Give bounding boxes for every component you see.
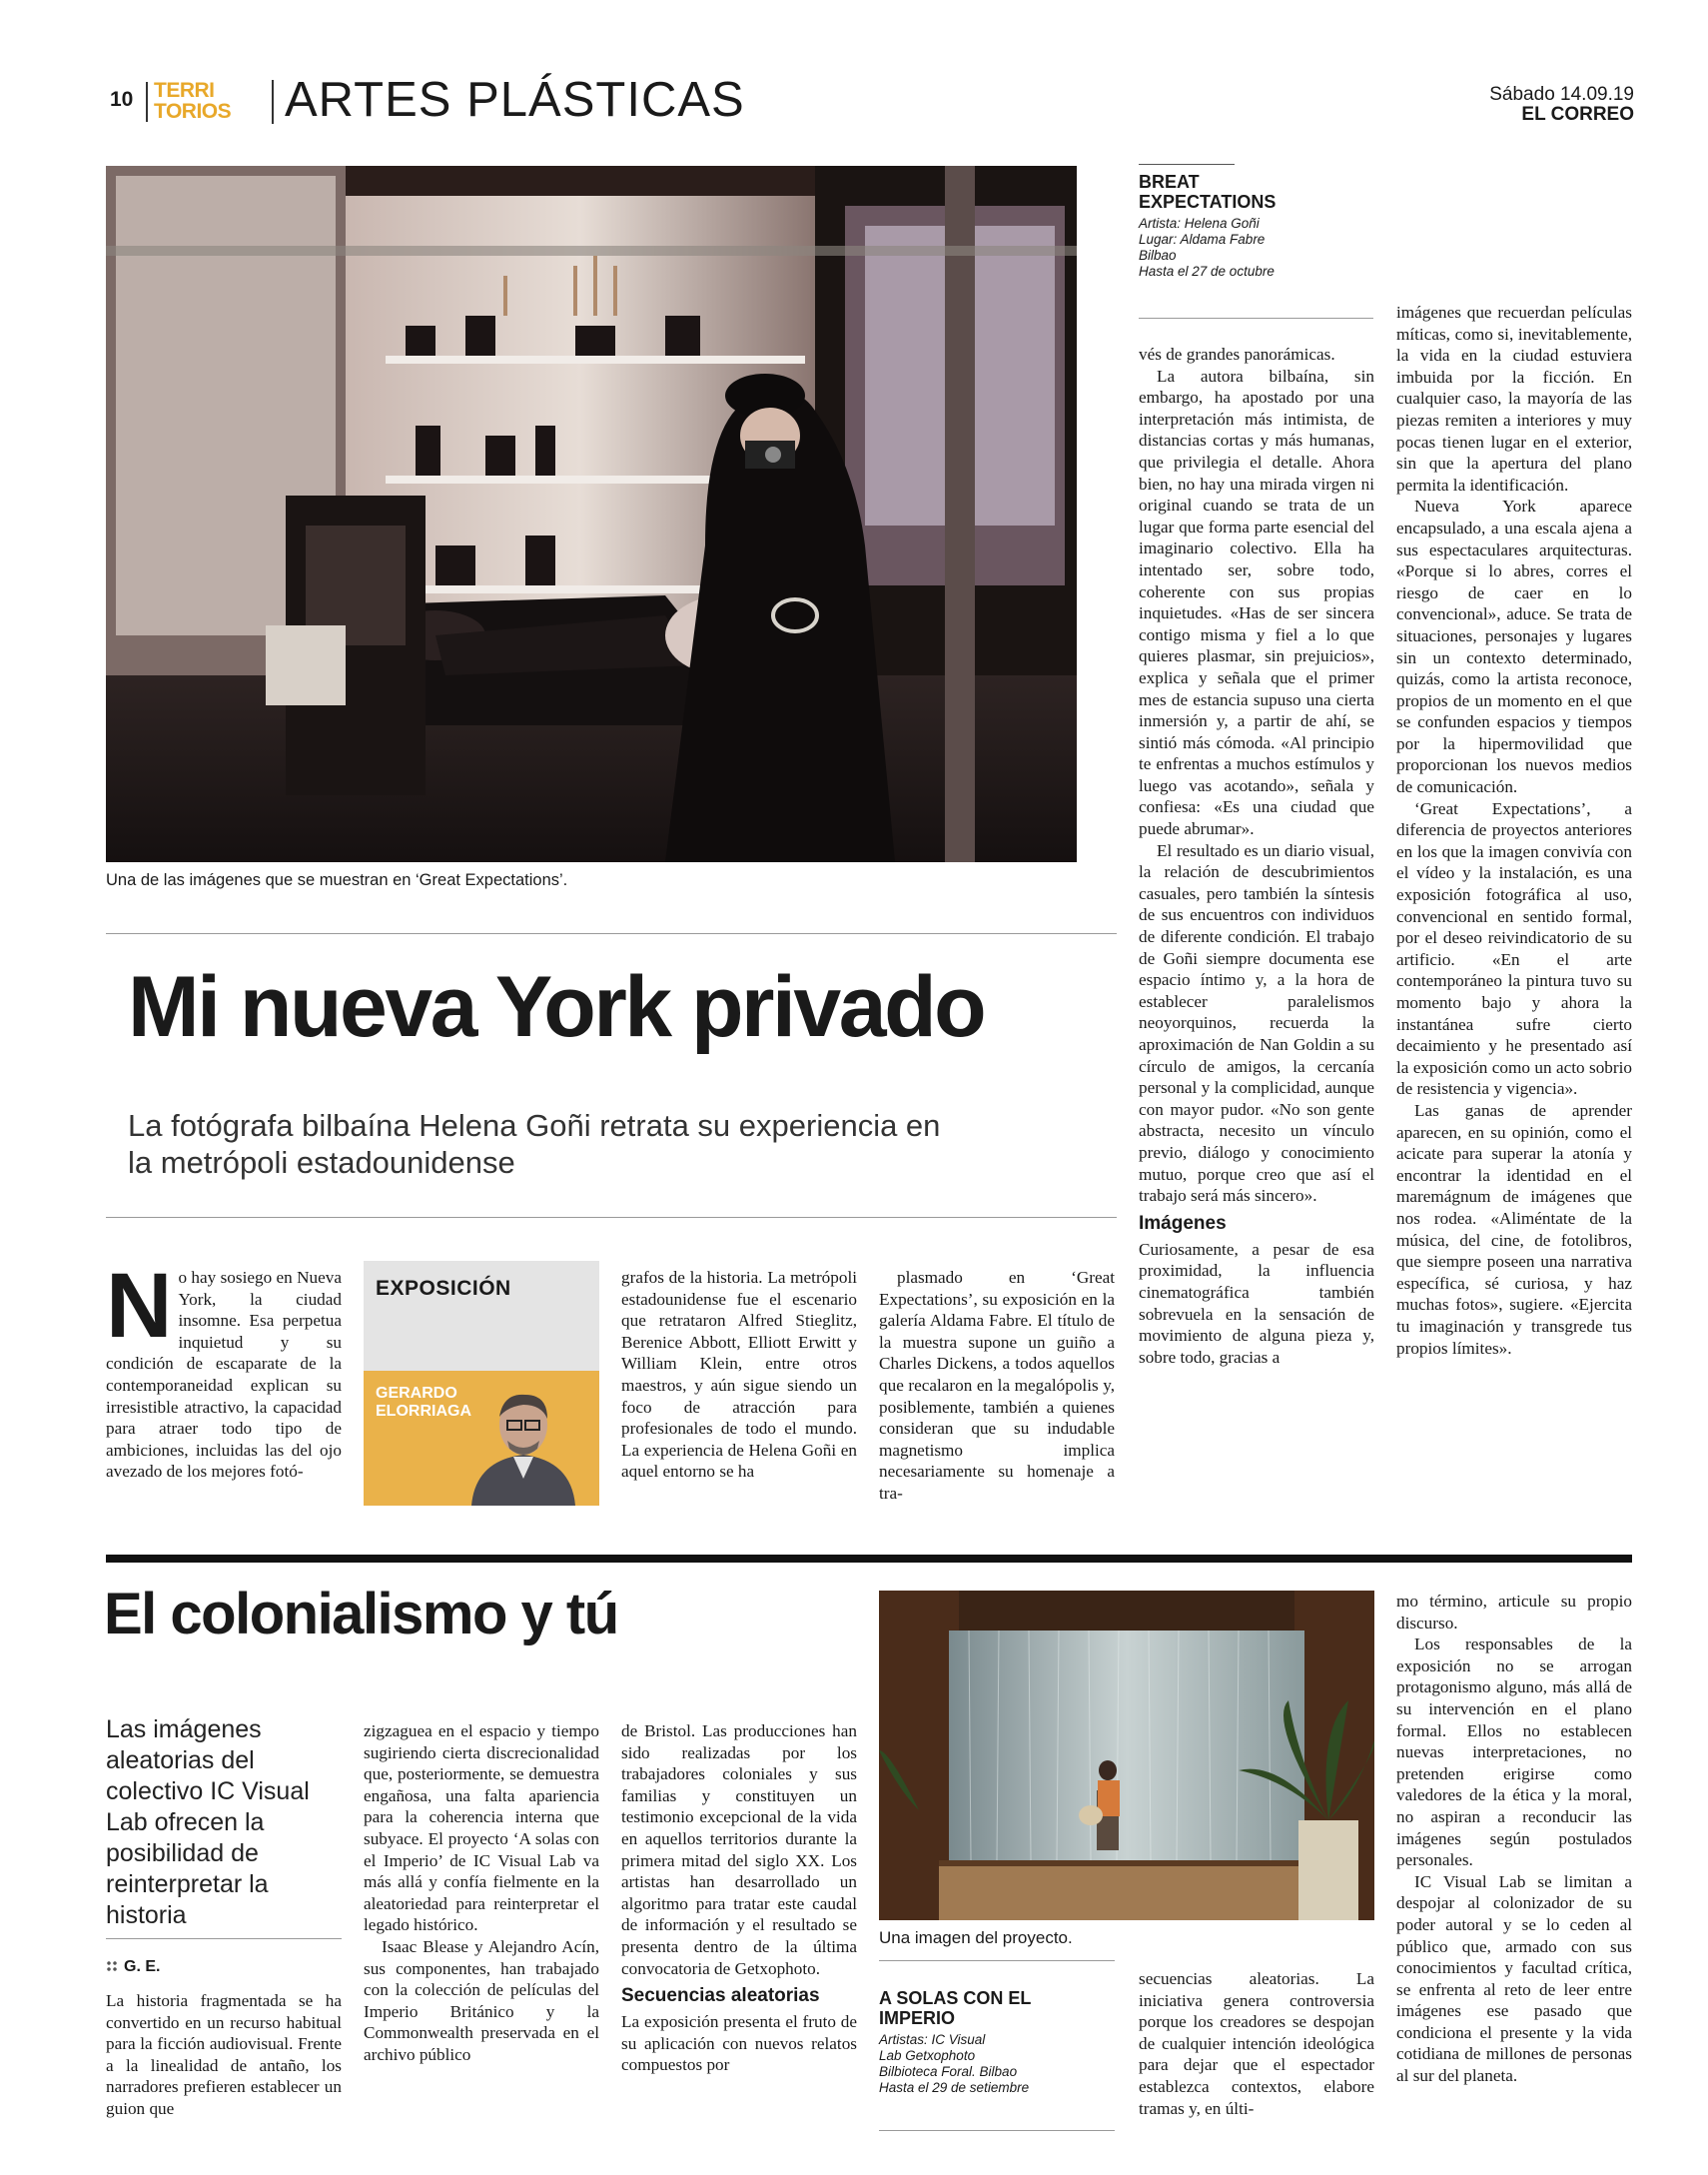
factbox-exhibition-info — [1139, 172, 1373, 280]
section-tag-line1: TERRI — [154, 79, 215, 102]
article2-subheadline: Las imágenes aleatorias del colectivo IC Visual Lab ofrecen la posibilidad de reinterpretar la historia — [106, 1715, 310, 1929]
article1-col6-p4: Las ganas de aprender aparecen, en su opinión, como el acicate para superar la atonía y encontrar la identidad en el maremágnum de imágenes que nos rodea. «Aliméntate de la música, del cine, de fotolibros, que siempre poseen una narrativa específica, sé curiosa, y haz muchas fotos», sugiere. «Ejercita tu imaginación y transgrede tus propios límites». — [1396, 1100, 1632, 1358]
factbox2-top-rule — [879, 1960, 1115, 1961]
factbox2-title: A SOLAS CON EL IMPERIO — [879, 1988, 1032, 2028]
factbox-place: Lugar: Aldama Fabre — [1139, 232, 1266, 247]
factbox2-bottom-rule — [879, 2130, 1115, 2131]
factbox2-place: Bilbioteca Foral. Bilbao — [879, 2064, 1018, 2079]
article2-top-bar — [106, 1555, 1632, 1563]
factbox2-artists: Artistas: IC Visual — [879, 2032, 986, 2047]
issue-date: Sábado 14.09.19 — [1489, 84, 1634, 105]
article1-col4-text: plasmado en ‘Great Expectations’, su exposición en la galería Aldama Fabre. El título de la muestra supone un guiño a Charles Dickens, a todos aquellos que recalaron en la megalópolis y, posiblemente, también a quienes consideran que su indudable magnetismo implica necesariamente su homenaje a tra- — [879, 1268, 1115, 1503]
article2-col1-text: La historia fragmentada se ha convertido en un recurso habitual para la ficción audiovisual. Frente a la linealidad de antaño, los narradores prefieren establecer un guion que — [106, 1991, 342, 2118]
main-photo-caption: Una de las imágenes que se muestran en ‘Great Expectations’. — [106, 871, 568, 889]
article2-byline — [106, 1958, 160, 1976]
article2-col5-text: secuencias aleatorias. La iniciativa genera controversia porque los creadores se despojan de cualquier intención ideológica para dejar que el espectador establezca contextos, elabore tramas y, en últi- — [1139, 1969, 1374, 2118]
article2-col6-p3: IC Visual Lab se limitan a despojar al colonizador de su poder autoral y se lo ceden al público que, armado con sus conocimientos y facultad crítica, se enfrenta al reto de leer entre imágenes ese pasado que condiciona el presente y la vida cotidiana de millones de personas al sur del planeta. — [1396, 1871, 1632, 2086]
factbox-dates: Hasta el 27 de octubre — [1139, 264, 1275, 279]
article2-col3-p2: La exposición presenta el fruto de su aplicación con nuevos relatos compuestos por — [621, 2012, 857, 2075]
factbox2-exhibition-info — [879, 1988, 1115, 2096]
article2-col6-p1: mo término, articule su propio discurso. — [1396, 1592, 1632, 1632]
article2-photo — [879, 1591, 1374, 1920]
author-portrait-box — [364, 1371, 599, 1506]
article1-col3-text: grafos de la historia. La metrópoli estadounidense fue el escenario que retrataron Alfred Stieglitz, Berenice Abbott, Elliott Erwitt y William Klein, entre otros maestros, y aún sigue siendo un foco de atracción para profesionales de todo el mundo. La experiencia de Helena Goñi en aquel entorno se ha — [621, 1268, 857, 1482]
article1-col5-p1: vés de grandes panorámicas. — [1139, 345, 1335, 364]
headline-bottom-rule — [106, 1217, 1117, 1218]
article2-col6-p2: Los responsables de la exposición no se arrogan protagonismo alguno, más allá de su intervención en el plano formal. Ellos no establecen nuevas interpretaciones, no pretenden erigirse como valedores de la ética y la moral, no aspiran a reconducir las imágenes según postulados personales. — [1396, 1634, 1632, 1870]
factbox-artist: Artista: Helena Goñi — [1139, 216, 1260, 231]
section-title: ARTES PLÁSTICAS — [285, 73, 745, 127]
article2-col2-p1: zigzaguea en el espacio y tiempo sugiriendo cierta discrecionalidad que, posteriormente, se demuestra engañosa, una falta apariencia para la coherencia interna que subyace. El proyecto ‘A solas con el Imperio’ de IC Visual Lab va más allá y confía fielmente en la aleatoriedad para reinterpretar el legado histórico. — [364, 1721, 599, 1935]
article1-column-5 — [1139, 344, 1374, 1368]
article1-subhead-imagenes: Imágenes — [1139, 1212, 1227, 1234]
factbox1-top-rule — [1139, 164, 1235, 165]
article1-subheadline: La fotógrafa bilbaína Helena Goñi retrata su experiencia en la metrópoli estadounidense — [128, 1108, 941, 1180]
author-box — [364, 1261, 599, 1506]
factbox1-bottom-rule — [1139, 318, 1373, 319]
factbox2-dates: Hasta el 29 de setiembre — [879, 2080, 1030, 2095]
article2-photo-caption: Una imagen del proyecto. — [879, 1928, 1073, 1947]
section-tag-line2: TORIOS — [154, 100, 232, 123]
article1-col5-p3: El resultado es un diario visual, la relación de descubrimientos casuales, pero también la síntesis de sus encuentros con individuos de diferente condición. El trabajo de Goñi siempre documenta ese espacio íntimo y, a la hora de establecer paralelismos neoyorquinos, recuerda la aproximación de Nan Goldin a su círculo de amigos, la cercanía personal y la complicidad, aunque con mayor pudor. «No son gente abstracta, necesito un vínculo previo, diálogo y conocimiento mutuo, porque creo que así el trabajo será más sincero». — [1139, 840, 1374, 1206]
factbox2-lab: Lab Getxophoto — [879, 2048, 976, 2063]
dropcap: N — [106, 1255, 173, 1357]
factbox-city: Bilbao — [1139, 248, 1177, 263]
article1-col5-p4: Curiosamente, a pesar de esa proximidad, la influencia cinematográfica también sobrevuela en la sensación de movimiento de alguna pieza y, sobre todo, gracias a — [1139, 1239, 1374, 1367]
article2-subhead-secuencias: Secuencias aleatorias — [621, 1985, 820, 2007]
header-divider-right — [272, 80, 274, 124]
article2-col3-p1: de Bristol. Las producciones han sido realizadas por los trabajadores coloniales y sus familias y constituyen un testimonio excepcional de la vida en aquellos territorios durante la primera mitad del siglo XX. Los artistas han desarrollado un algoritmo para tratar este caudal de información y el resultado se presenta dentro de la última convocatoria de Getxophoto. — [621, 1721, 857, 1978]
article2-col2-p2: Isaac Blease y Alejandro Acín, sus componentes, han trabajado con la colección de películas del Imperio Británico y la Commonwealth preservada en el archivo público — [364, 1936, 599, 2064]
article2-photo-illustration — [879, 1591, 1374, 1920]
article1-column-1 — [106, 1255, 342, 1483]
article1-col1-text: o hay sosiego en Nueva York, la ciudad insomne. Esa perpetua inquietud y su condición de escaparate de la contemporaneidad explican su irresistible atractivo, la capacidad para atraer todo tipo de ambiciones, incluidas las del ojo avezado de los mejores fotó- — [106, 1268, 342, 1482]
headline-top-rule — [106, 933, 1117, 934]
article1-col6-p3: ‘Great Expectations’, a diferencia de proyectos anteriores en los que la imagen convivía con el vídeo y la instalación, es una exposición fotográfica al uso, convencional en sentido formal, por el deseo reivindicatorio de su artificio. «En el arte contemporáneo la pintura tuvo su momento bajo y ahora la instantánea sufre cierto decaimiento y he presentado así la exposición como un acto sobrio de resistencia y vigencia». — [1396, 798, 1632, 1099]
byline-marker-icon — [106, 1960, 118, 1972]
section-tag — [154, 80, 231, 122]
article2-column-2 — [364, 1720, 599, 2066]
article1-col5-p2: La autora bilbaína, sin embargo, ha apostado por una interpretación más intimista, de distancias cortas y más humanas, que privilegia el detalle. Ahora bien, no hay una mirada virgen ni original cuando se trata de un lugar que forma parte esencial del imaginario colectivo. Ella ha intentado ser, sobre todo, coherente con sus propias inquietudes. «Has de ser sincera contigo misma y fiel a lo que quieres plasmar, sin prejuicios», explica y señala que el primer mes de estancia supuso una cierta inmersión y, a partir de ahí, se sintió más cómoda. «Al principio te enfrentas a muchos estímulos y luego vas acotando», señala y confiesa: «Es una ciudad que puede abrumar». — [1139, 366, 1374, 839]
exposicion-label: EXPOSICIÓN — [376, 1277, 511, 1300]
article1-headline: Mi nueva York privado — [128, 959, 985, 1055]
article2-column-3 — [621, 1720, 857, 2076]
main-photo — [106, 166, 1077, 862]
author-portrait — [463, 1379, 583, 1506]
main-photo-illustration — [106, 166, 1077, 862]
article2-byline-rule — [106, 1938, 342, 1939]
factbox-title: BREAT EXPECTATIONS — [1139, 172, 1277, 212]
article1-col6-p1: imágenes que recuerdan películas míticas, como si, inevitablemente, la vida en la ciudad estuviera imbuida por la ficción. En cualquier caso, la mayoría de las piezas remiten a interiores y muy pocas tienen lugar en el exterior, sin que la apertura del plano permita la identificación. — [1396, 303, 1632, 495]
article1-col6-p2: Nueva York aparece encapsulado, a una escala ajena a sus espectaculares arquitecturas. «Porque si lo abres, corres el riesgo de caer en lo convencional», aduce. Se trata de situaciones, personajes y lugares sin un contexto determinado, quizás, como la artista reconoce, propios de un momento en el que se confunden espacios y tiempos por la hipermovilidad que proporcionan los nuevos medios de comunicación. — [1396, 497, 1632, 797]
page-number: 10 — [110, 88, 134, 111]
author-name: GERARDO ELORRIAGA — [376, 1385, 471, 1420]
exposicion-label-box — [364, 1261, 599, 1371]
article2-headline: El colonialismo y tú — [104, 1582, 618, 1646]
article1-column-6 — [1396, 302, 1632, 1359]
byline-author: G. E. — [124, 1958, 161, 1975]
header-divider-left — [146, 82, 148, 122]
article2-column-6 — [1396, 1591, 1632, 2087]
newspaper-name: EL CORREO — [1521, 104, 1634, 125]
